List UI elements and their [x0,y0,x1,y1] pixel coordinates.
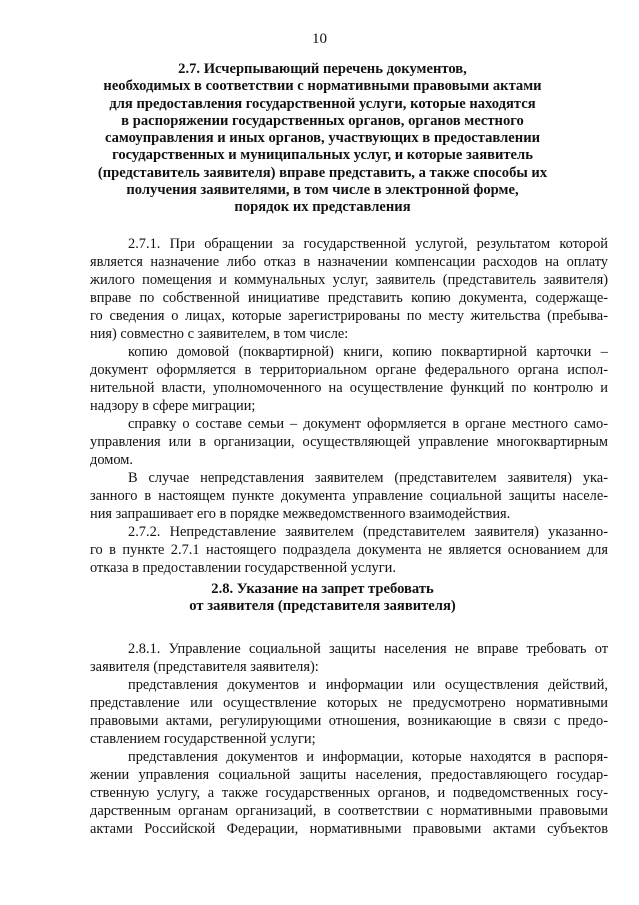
paragraph-line: занного в настоящем пункте документа управление социальной защиты населе- [90,488,608,504]
paragraph-line: жении управления социальной защиты населения, предоставляющего государ- [90,767,608,783]
heading-line: 2.8. Указание на запрет требовать [211,581,434,597]
list-item-line: копию домовой (поквартирной) книги, копию поквартирной карточки – [128,344,608,360]
paragraph-line: нительной власти, уполномоченного на осуществление функций по контролю и [90,380,608,396]
heading-line: получения заявителями, в том числе в электронной форме, [126,182,519,199]
paragraph-line: дарственным органам организаций, в соответствии с нормативными правовыми [90,803,608,819]
paragraph-line: надзору в сфере миграции; [90,398,256,414]
paragraph-line: ставлением государственной услуги; [90,731,316,747]
paragraph-line: актами Российской Федерации, нормативными правовыми актами субъектов [90,821,608,837]
paragraph-line: ния) совместно с заявителем, в том числе: [90,326,349,342]
heading-line: для предоставления государственной услуги, которые находятся [109,95,536,112]
paragraph-line: В случае непредставления заявителем (представителем заявителя) ука- [128,470,608,486]
paragraph-line: жилого помещения и коммунальных услуг, заявитель (представитель заявителя) [90,272,608,288]
heading-line: от заявителя (представителя заявителя) [189,598,456,615]
paragraph-line: заявителя (представителя заявителя): [90,659,319,675]
page-number: 10 [312,31,327,47]
paragraph-line: управления или в организации, осуществляющей управление многоквартирным [90,434,608,450]
paragraph-2-7-1-line: 2.7.1. При обращении за государственной услугой, результатом которой [128,236,608,252]
heading-line: государственных и муниципальных услуг, и которые заявитель [112,147,533,164]
paragraph-2-7-2-line: 2.7.2. Непредставление заявителем (представителем заявителя) указанно- [128,524,608,540]
heading-line: самоуправления и иных органов, участвующих в предоставлении [104,130,541,147]
paragraph-line: представление или осуществление которых не предусмотрено нормативными [90,695,608,711]
paragraph-line: документ оформляется в территориальном органе федерального органа испол- [90,362,608,378]
heading-line: необходимых в соответствии с нормативными правовыми актами [103,78,542,95]
list-item-line: справку о составе семьи – документ оформляется в органе местного само- [128,416,608,432]
paragraph-line: го в пункте 2.7.1 настоящего подраздела документа не является основанием для [90,542,608,558]
paragraph-line: ния запрашивает его в порядке межведомственного взаимодействия. [90,506,511,522]
list-item-line: представления документов и информации, которые находятся в распоря- [128,749,608,765]
paragraph-line: является назначение либо отказ в назначении компенсации расходов на оплату [90,254,608,270]
heading-line: (представитель заявителя) вправе представить, а также способы их [97,164,548,181]
paragraph-line: вправе по собственной инициативе представить копию документа, содержаще- [90,290,608,306]
heading-line: 2.7. Исчерпывающий перечень документов, [178,61,467,77]
heading-line: порядок их представления [234,199,411,216]
heading-line: в распоряжении государственных органов, органов местного [121,112,524,129]
list-item-line: представления документов и информации или осуществления действий, [128,677,608,693]
paragraph-line: правовыми актами, регулирующими отношения, возникающие в связи с предо- [90,713,608,729]
paragraph-2-8-1-line: 2.8.1. Управление социальной защиты населения не вправе требовать от [128,641,608,657]
paragraph-line: домом. [90,452,133,468]
section-2-7-heading [95,61,550,217]
section-2-8-heading [130,581,515,616]
paragraph-line: го сведения о лицах, которые зарегистрированы по месту жительства (пребыва- [90,308,608,324]
paragraph-line: отказа в предоставлении государственной услуги. [90,560,396,576]
paragraph-line: ственную услугу, а также государственных органов, и подведомственных госу- [90,785,608,801]
